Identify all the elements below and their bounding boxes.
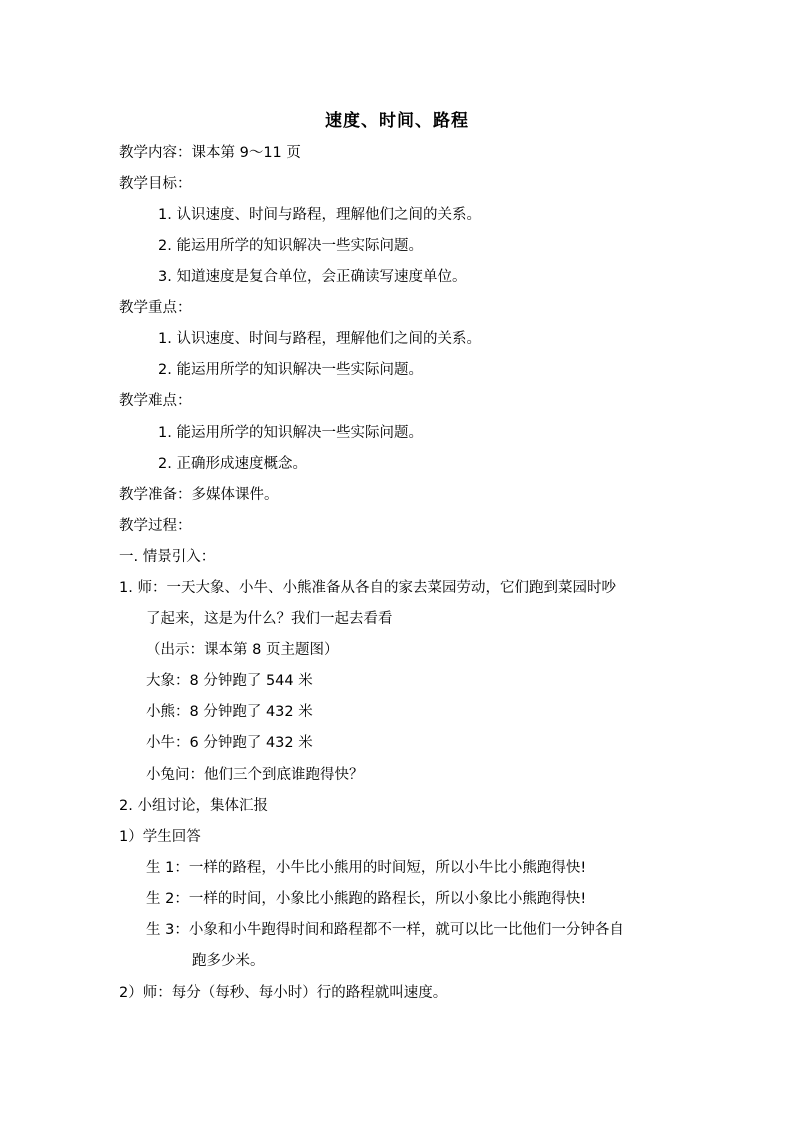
- text-line: 小熊：8 分钟跑了 432 米: [146, 704, 313, 720]
- text-line: 1. 师：一天大象、小牛、小熊准备从各自的家去菜园劳动，它们跑到菜园时吵: [119, 580, 616, 596]
- text-line: （出示：课本第 8 页主题图）: [146, 642, 339, 658]
- text-line: 1. 认识速度、时间与路程，理解他们之间的关系。: [158, 331, 481, 347]
- text-line: 小牛：6 分钟跑了 432 米: [146, 735, 313, 751]
- text-line: 2. 小组讨论，集体汇报: [119, 798, 268, 814]
- text-line: 一. 情景引入：: [119, 549, 216, 565]
- text-line: 了起来，这是为什么？我们一起去看看: [146, 611, 393, 627]
- text-line: 生 1：一样的路程，小牛比小熊用的时间短，所以小牛比小熊跑得快!: [146, 860, 587, 876]
- text-line: 生 3：小象和小牛跑得时间和路程都不一样，就可以比一比他们一分钟各自: [146, 922, 624, 938]
- text-line: 2. 能运用所学的知识解决一些实际问题。: [158, 362, 423, 378]
- text-line: 大象：8 分钟跑了 544 米: [146, 673, 313, 689]
- text-line: 1. 能运用所学的知识解决一些实际问题。: [158, 425, 423, 441]
- text-line: 1. 认识速度、时间与路程，理解他们之间的关系。: [158, 207, 481, 223]
- text-line: 小兔问：他们三个到底谁跑得快？: [146, 767, 364, 783]
- text-line: 3. 知道速度是复合单位，会正确读写速度单位。: [158, 269, 467, 285]
- text-line: 2. 能运用所学的知识解决一些实际问题。: [158, 238, 423, 254]
- text-line: 教学过程：: [119, 518, 192, 534]
- text-line: 生 2：一样的时间，小象比小熊跑的路程长，所以小象比小熊跑得快!: [146, 891, 587, 907]
- text-line: 1）学生回答: [119, 829, 201, 845]
- text-line: 跑多少米。: [192, 953, 265, 969]
- text-line: 教学内容：课本第 9～11 页: [119, 145, 301, 161]
- document-title: 速度、时间、路程: [325, 111, 469, 131]
- text-line: 教学重点：: [119, 300, 192, 316]
- text-line: 2）师：每分（每秒、每小时）行的路程就叫速度。: [119, 985, 448, 1001]
- text-line: 教学准备：多媒体课件。: [119, 487, 279, 503]
- text-line: 教学难点：: [119, 393, 192, 409]
- text-line: 2. 正确形成速度概念。: [158, 456, 307, 472]
- text-line: 教学目标：: [119, 176, 192, 192]
